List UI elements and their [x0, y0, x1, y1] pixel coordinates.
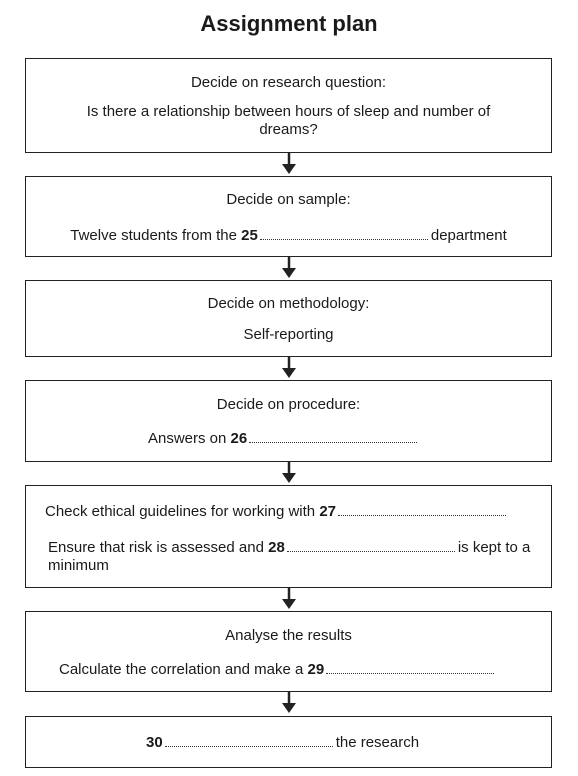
answer-blank-25[interactable] [260, 239, 428, 240]
step-methodology [25, 280, 552, 357]
step-heading: Decide on methodology: [207, 295, 370, 312]
step-text: Twelve students from the [70, 227, 237, 244]
step-ethics [25, 485, 552, 588]
step-text: the research [335, 734, 420, 751]
step-detail [26, 539, 551, 575]
question-number: 27 [319, 503, 336, 520]
step-text: is kept to a minimum [48, 539, 531, 574]
step-detail: Is there a relationship between hours of sleep and number of dreams? [86, 103, 491, 138]
step-text: Ensure that risk is assessed and [48, 539, 264, 556]
question-number: 26 [230, 430, 248, 447]
step-detail: Self-reporting [243, 326, 334, 343]
step-detail [26, 734, 551, 752]
step-heading: Decide on procedure: [216, 396, 361, 413]
answer-blank-26[interactable] [249, 442, 417, 443]
arrow-down-icon [280, 257, 298, 279]
step-analyse [25, 611, 552, 692]
step-detail [26, 661, 551, 679]
arrow-down-icon [280, 357, 298, 379]
answer-blank-29[interactable] [326, 673, 494, 674]
step-procedure [25, 380, 552, 462]
arrow-down-icon [280, 692, 298, 714]
question-number: 25 [241, 227, 258, 244]
step-sample [25, 176, 552, 257]
step-heading: Decide on sample: [226, 191, 351, 208]
step-final [25, 716, 552, 768]
answer-blank-30[interactable] [165, 746, 333, 747]
step-text: Check ethical guidelines for working with [45, 503, 316, 520]
step-heading: Decide on research question: [190, 74, 387, 91]
question-number: 30 [146, 734, 163, 751]
step-research-question [25, 58, 552, 153]
step-text: department [430, 227, 507, 244]
question-number: 29 [307, 661, 325, 678]
step-detail [26, 430, 551, 448]
arrow-down-icon [280, 462, 298, 484]
question-number: 28 [268, 539, 285, 556]
step-heading: Analyse the results [225, 627, 352, 644]
page-title: Assignment plan [200, 11, 378, 36]
step-text: Calculate the correlation and make a [59, 661, 304, 678]
step-detail [26, 227, 551, 245]
step-text: Answers on [148, 430, 227, 447]
arrow-down-icon [280, 588, 298, 610]
arrow-down-icon [280, 153, 298, 175]
step-detail [26, 503, 551, 521]
answer-blank-27[interactable] [338, 515, 506, 516]
answer-blank-28[interactable] [287, 551, 455, 552]
